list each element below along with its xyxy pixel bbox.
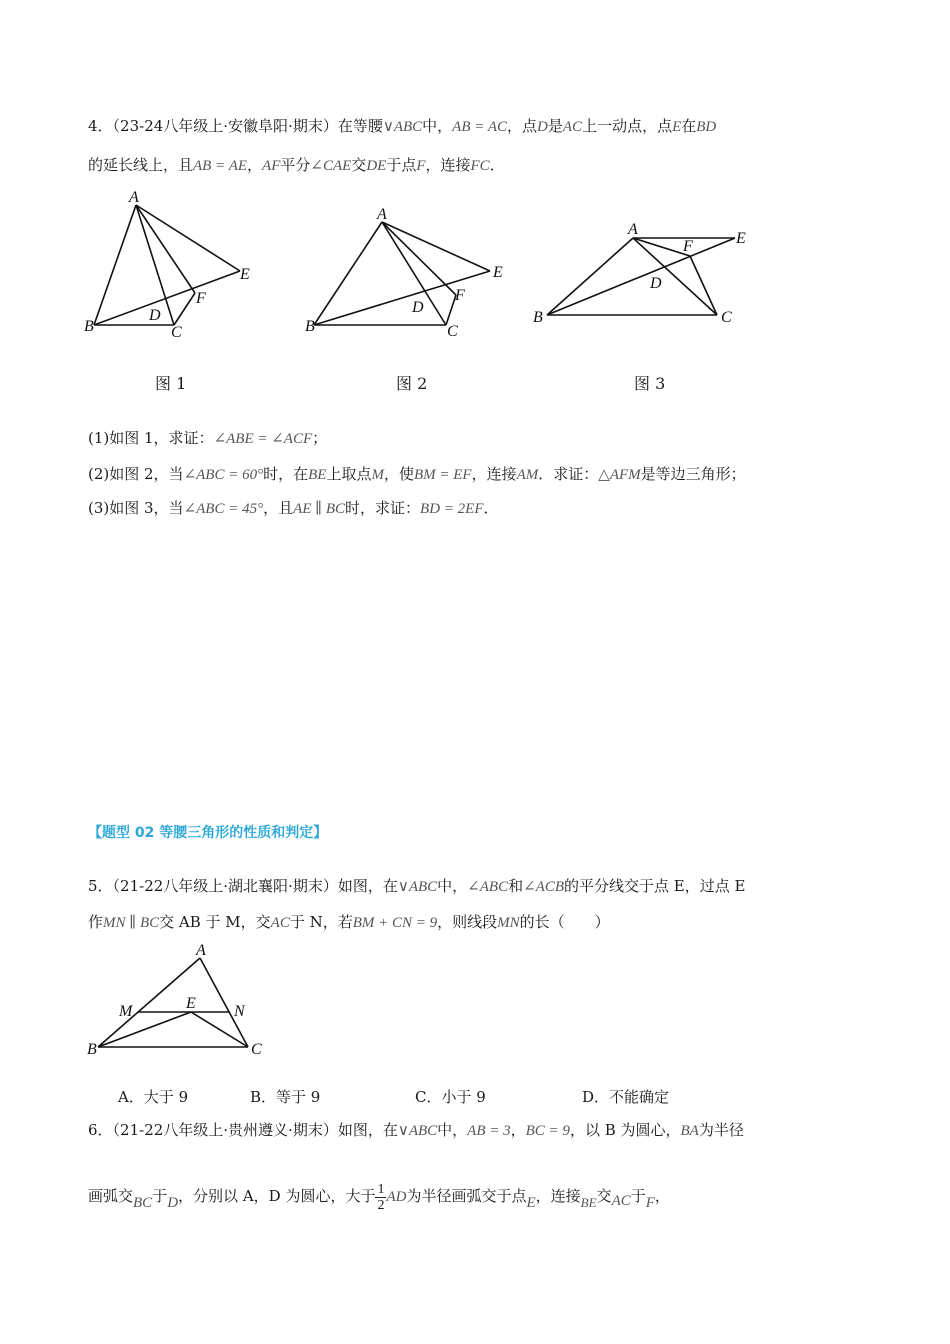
- q6-line-1: 6．（21-22八年级上·贵州遵义·期末）如图，在∨ABC中，AB = 3，BC = 9，以 B 为圆心，BA为半径: [88, 1121, 744, 1139]
- q5-fig-label-M: M: [119, 1003, 133, 1020]
- q5-option-b[interactable]: B．等于 9: [250, 1088, 321, 1106]
- fig1-label-F: F: [196, 290, 206, 307]
- q4-part-1: (1)如图 1，求证：∠ABE = ∠ACF；: [88, 429, 328, 447]
- q5-fig-label-A: A: [196, 942, 206, 959]
- fig2-caption: 图 2: [396, 374, 428, 393]
- fig2-label-E: E: [493, 264, 503, 281]
- fig1-label-A: A: [129, 189, 139, 206]
- fraction-one-half: $\frac{1}{2}$: [377, 1181, 385, 1213]
- fig3-label-A: A: [628, 221, 638, 238]
- q4-part-2: (2)如图 2，当∠ABC = 60°时，在BE上取点M，使BM = EF，连接AM．求证：△AFM是等边三角形；: [88, 465, 746, 483]
- fig2-label-A: A: [377, 206, 387, 223]
- q4-part-3: (3)如图 3，当∠ABC = 45°，且AE ∥ BC时，求证：BD = 2EF．: [88, 499, 499, 517]
- fig2-label-D: D: [412, 299, 424, 316]
- q4-line-1: 4．（23-24八年级上·安徽阜阳·期末）在等腰∨ABC中，AB = AC，点D是AC上一动点，点E在BD: [88, 117, 717, 135]
- fig3-label-D: D: [650, 275, 662, 292]
- q5-source: （21-22八年级上·湖北襄阳·期末）: [112, 877, 338, 895]
- q4-figure-3: [525, 218, 765, 328]
- fig3-label-F: F: [683, 238, 693, 255]
- q4-source: （23-24八年级上·安徽阜阳·期末）: [112, 117, 338, 135]
- fig2-label-F: F: [455, 287, 465, 304]
- fig3-caption: 图 3: [634, 374, 666, 393]
- fig2-label-C: C: [447, 323, 458, 340]
- q6-line-2: 画弧交BC于D，分别以 A，D 为圆心，大于 $\frac{1}{2}$ AD为半径画弧交于点E，连接BE交AC于F，: [88, 1181, 670, 1213]
- fig3-label-B: B: [533, 309, 543, 326]
- q6-number: 6．: [88, 1121, 113, 1139]
- q6-source: （21-22八年级上·贵州遵义·期末）: [112, 1121, 338, 1139]
- fig1-label-D: D: [149, 307, 161, 324]
- q5-line-1: 5．（21-22八年级上·湖北襄阳·期末）如图，在∨ABC中，∠ABC和∠ACB的平分线交于点 E，过点 E: [88, 877, 746, 895]
- q5-option-d[interactable]: D．不能确定: [582, 1088, 670, 1106]
- q5-fig-label-B: B: [87, 1041, 97, 1058]
- fig1-label-C: C: [171, 324, 182, 341]
- fig3-label-C: C: [721, 309, 732, 326]
- q5-fig-label-E: E: [186, 995, 196, 1012]
- fig1-caption: 图 1: [155, 374, 187, 393]
- q5-option-c[interactable]: C．小于 9: [415, 1088, 486, 1106]
- q5-line-2: 作MN ∥ BC交 AB 于 M，交AC于 N，若BM + CN = 9，则线段MN的长（ ）: [88, 913, 610, 931]
- fig1-label-B: B: [84, 318, 94, 335]
- q4-figure-2: [300, 200, 515, 345]
- q4-figure-1: [80, 185, 270, 345]
- q4-line-2: 的延长线上，且AB = AE，AF平分∠CAE交DE于点F，连接FC．: [88, 156, 505, 174]
- fig2-label-B: B: [305, 318, 315, 335]
- q5-option-a[interactable]: A．大于 9: [118, 1088, 189, 1106]
- q5-fig-label-C: C: [251, 1041, 262, 1058]
- q5-number: 5．: [88, 877, 113, 895]
- fig1-label-E: E: [240, 266, 250, 283]
- q5-figure: [80, 940, 280, 1065]
- q5-fig-label-N: N: [234, 1003, 245, 1020]
- q4-number: 4．: [88, 117, 113, 135]
- section-heading: 【题型 02 等腰三角形的性质和判定】: [88, 825, 328, 841]
- fig3-label-E: E: [736, 230, 746, 247]
